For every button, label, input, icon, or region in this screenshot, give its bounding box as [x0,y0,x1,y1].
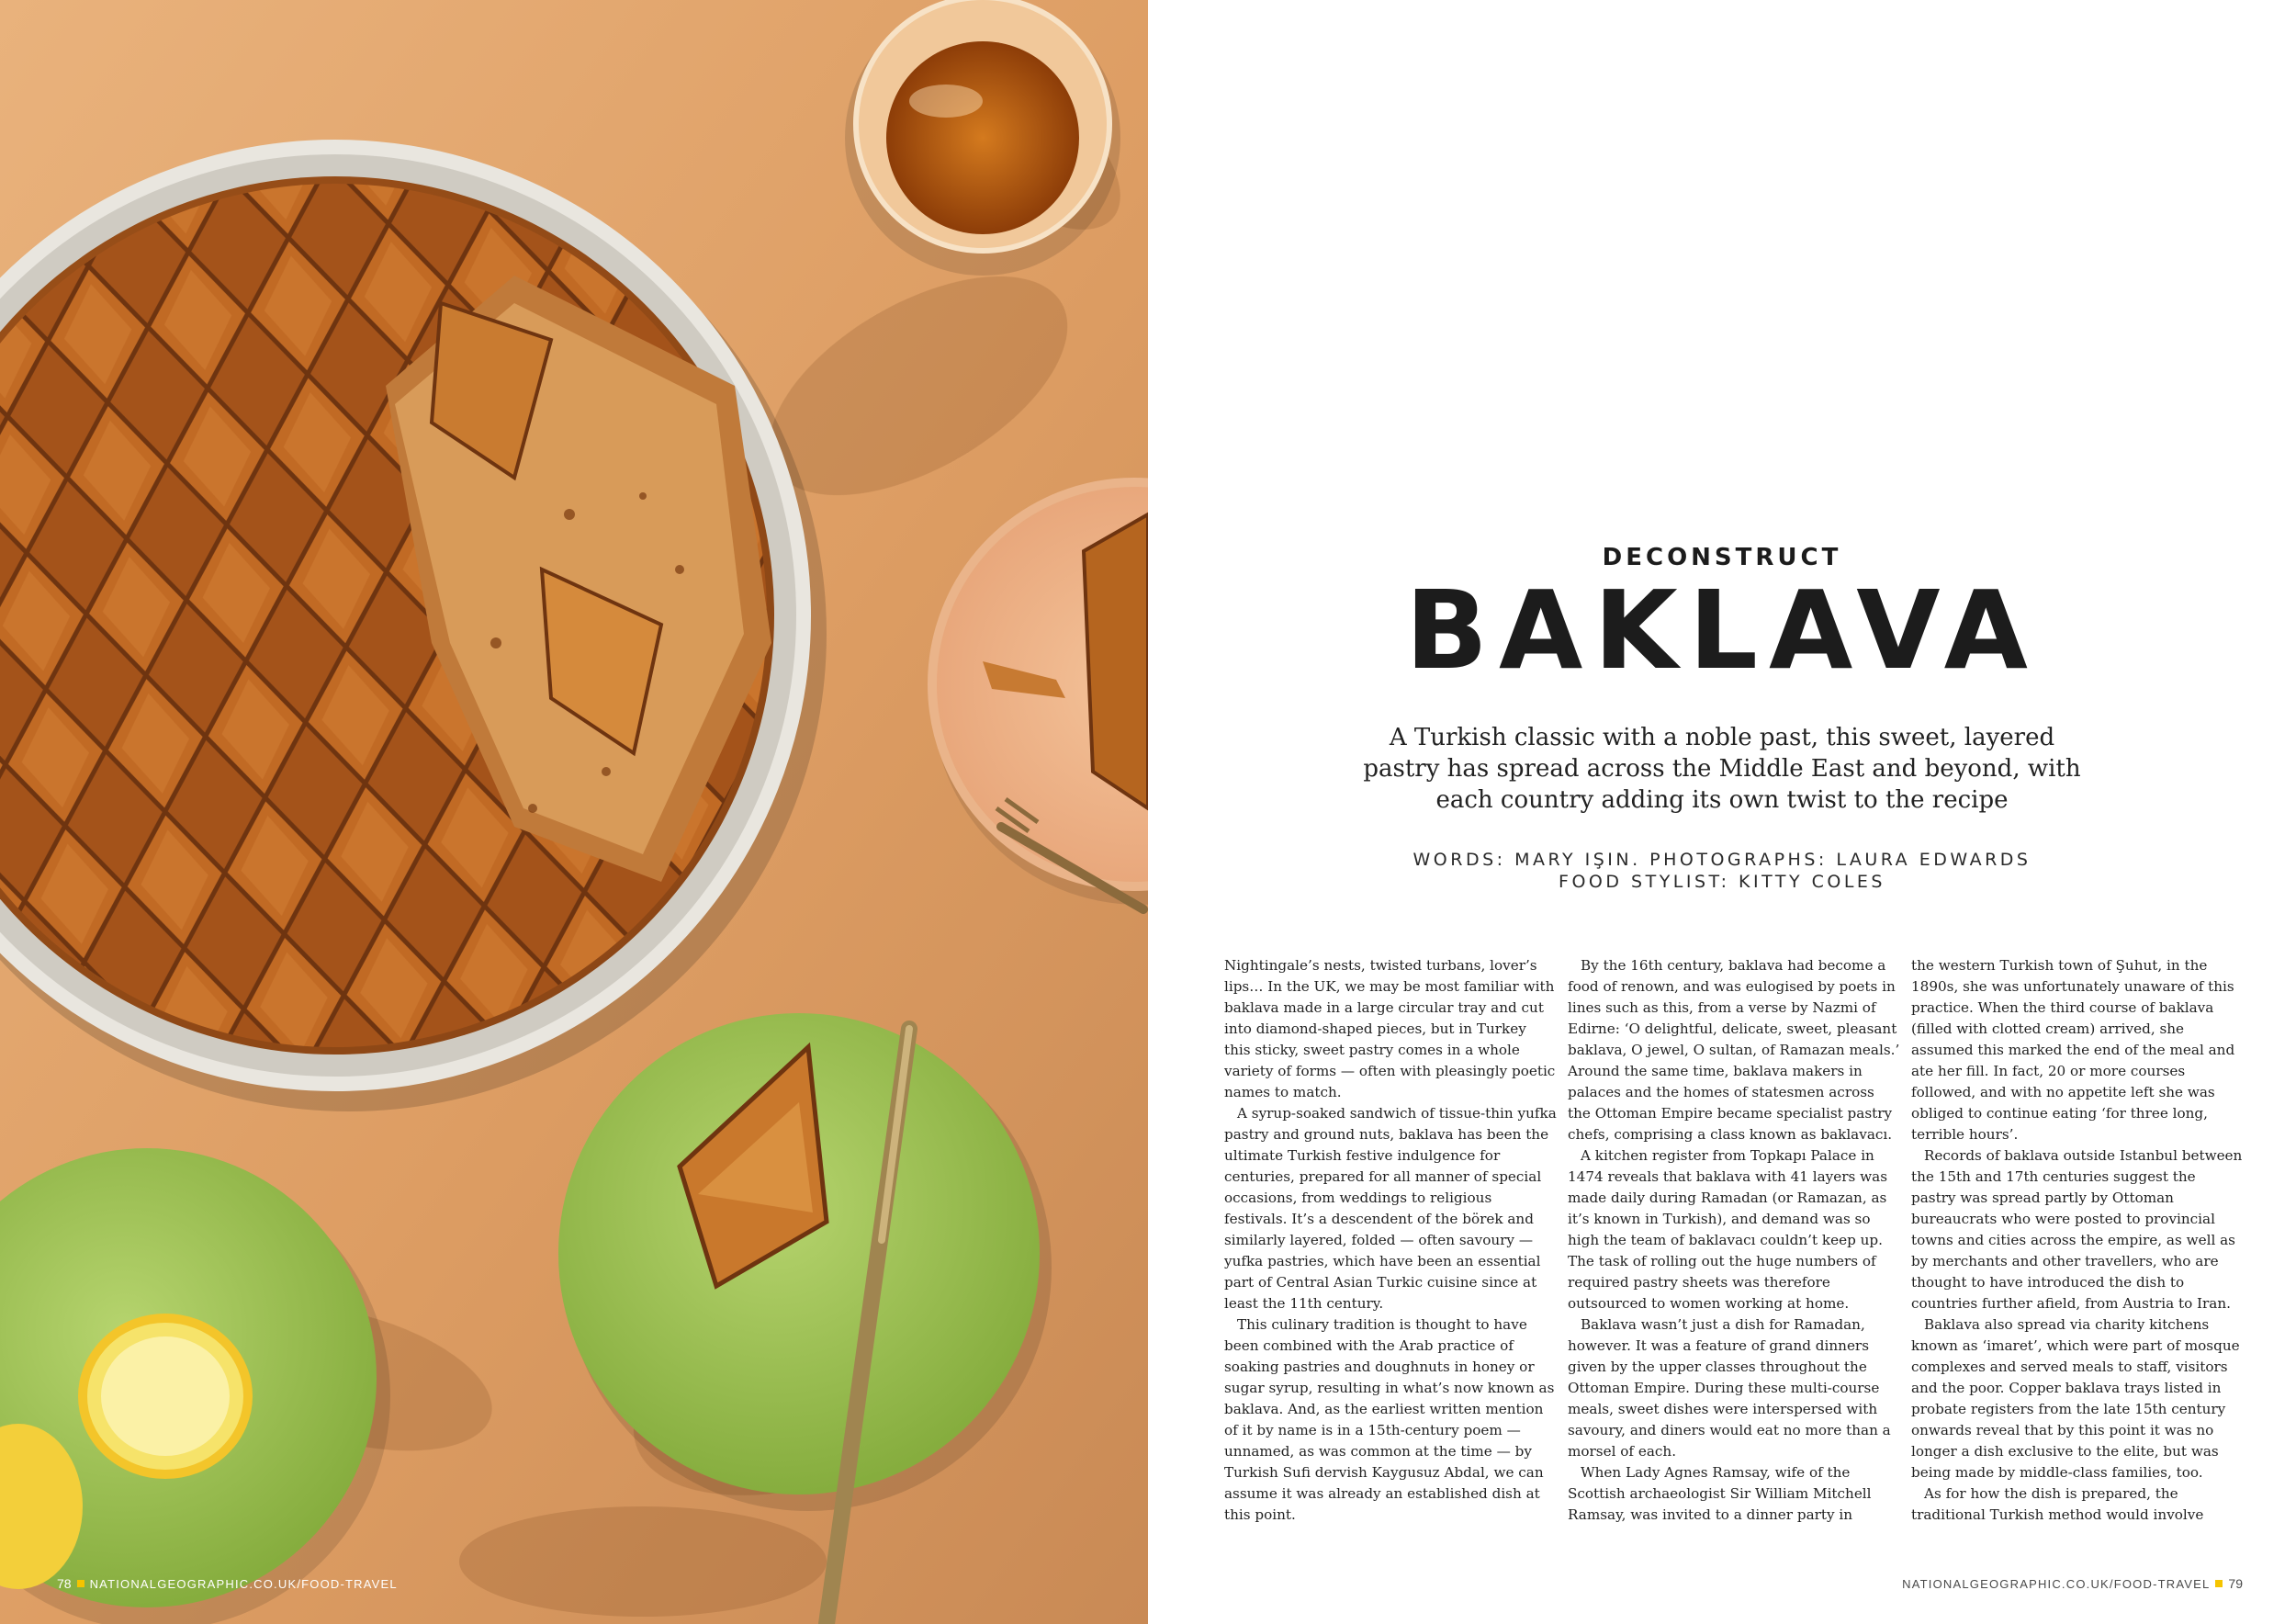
paragraph: the western Turkish town of Şuhut, in the 1890s, she was unfortunately unaware of this practice. When the third course of baklava (filled with clotted cream) arrived, she assumed this marked the end of the meal and ate her fill. In fact, 20 or more courses followed, and with no appetite left she was obliged to continue eating ‘for three long, terrible hours’. [1911,957,2235,1143]
article-title: BAKLAVA [1405,567,2039,694]
body-column-1 [1224,955,1557,1526]
paragraph: This culinary tradition is thought to have been combined with the Arab practice of soaking pastries and doughnuts in honey or sugar syrup, resulting in what’s now known as baklava. And, as the earliest written mention of it by name is in a 15th-century poem — unnamed, as was common at the time — by Turkish Sufi dervish Kaygusuz Abdal, we can assume it was already an established dish at this point. [1224,1316,1555,1523]
body-column-2 [1568,955,1900,1526]
tea-glass [845,0,1120,276]
accent-square-icon [2215,1580,2223,1587]
standfirst: A Turkish classic with a noble past, this sweet, layered pastry has spread across the Middle East and beyond, with each country adding its own twist to the recipe [1363,724,2081,814]
paragraph: Baklava wasn’t just a dish for Ramadan, however. It was a feature of grand dinners given by the upper classes throughout the Ottoman Empire. During these multi-course meals, sweet dishes were interspersed with savoury, and diners would eat no more than a morsel of each. [1568,1316,1891,1460]
body-column-3 [1911,955,2244,1526]
paragraph: A kitchen register from Topkapı Palace in 1474 reveals that baklava with 41 layers was made daily during Ramadan (or Ramazan, as it’s known in Turkish), and demand was so high the team of baklavacı couldn’t keep up. The task of rolling out the huge numbers of required pastry sheets was therefore outsourced to women working at home. [1568,1147,1887,1312]
paragraph: When Lady Agnes Ramsay, wife of the Scottish archaeologist Sir William Mitchell Ramsay, was invited to a dinner party in [1568,1464,1872,1523]
paragraph: Nightingale’s nests, twisted turbans, lover’s lips… In the UK, we may be most familiar with baklava made in a large circular tray and cut into diamond-shaped pieces, but in Turkey this sticky, sweet pastry comes in a whole variety of forms — often with pleasingly poetic names to match. [1224,957,1556,1100]
credits-line-2: FOOD STYLIST: KITTY COLES [1559,872,1885,892]
footer-url-right: NATIONALGEOGRAPHIC.CO.UK/FOOD-TRAVEL [1902,1576,2211,1591]
credits [1148,849,2296,893]
footer-url-left: NATIONALGEOGRAPHIC.CO.UK/FOOD-TRAVEL [89,1576,398,1591]
page-number-right: 79 [2228,1576,2243,1591]
paragraph: By the 16th century, baklava had become a food of renown, and was eulogised by poets in lines such as this, from a verse by Nazmi of Edirne: ‘O delightful, delicate, sweet, pleasant baklava, O jewel, O sultan, of Ramazan meals.’ Around the same time, baklava makers in palaces and the homes of statesmen across the Ottoman Empire became specialist pastry chefs, comprising a class known as baklavacı. [1568,957,1900,1143]
credits-line-1: WORDS: MARY IŞIN. PHOTOGRAPHS: LAURA EDWARDS [1412,850,2032,870]
paragraph: A syrup-soaked sandwich of tissue-thin yufka pastry and ground nuts, baklava has been the ultimate Turkish festive indulgence for centuries, prepared for all manner of special occasions, from weddings to religious festivals. It’s a descendent of the börek and similarly layered, folded — often savoury — yufka pastries, which have been an essential part of Central Asian Turkic cuisine since at least the 11th century. [1224,1105,1557,1312]
accent-square-icon [77,1580,84,1587]
paragraph: Baklava also spread via charity kitchens known as ‘imaret’, which were part of mosque complexes and served meals to staff, visitors and the poor. Copper baklava trays listed in probate registers from the late 15th century onwards reveal that by this point it was no longer a dish exclusive to the elite, but was being made by middle-class families, too. [1911,1316,2240,1481]
footer-left [57,1576,398,1591]
page-number-left: 78 [57,1576,72,1591]
footer-right [1902,1576,2243,1591]
article-page [1148,0,2296,1624]
section-kicker: DECONSTRUCT [1602,544,1842,571]
paragraph: Records of baklava outside Istanbul between the 15th and 17th centuries suggest the pastry was spread partly by Ottoman bureaucrats who were posted to provincial towns and cities across the empire, as well as by merchants and other travellers, who are thought to have introduced the dish to countries further afield, from Austria to Iran. [1911,1147,2243,1312]
paragraph: As for how the dish is prepared, the traditional Turkish method would involve [1911,1485,2204,1523]
